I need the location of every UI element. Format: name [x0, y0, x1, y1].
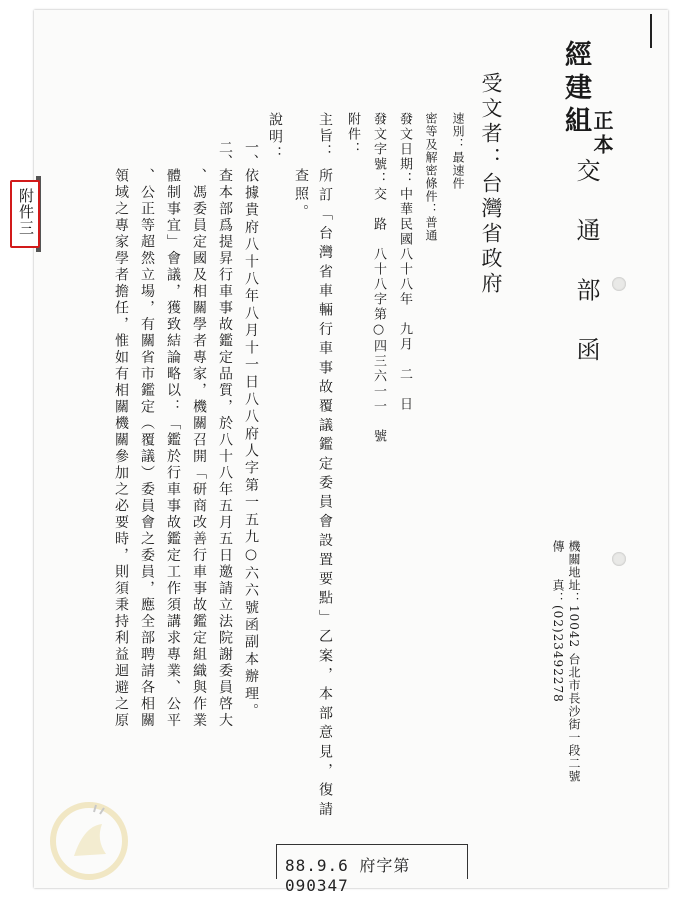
security-line: 密等及解密條件：普通 [424, 112, 438, 242]
unit-stamp: 經建組 [560, 40, 591, 139]
attachment-tag [10, 180, 40, 248]
date-line: 發文日期：中華民國八十八年 九月 二 日 [397, 112, 412, 412]
item2-line-2: 、馮委員定國及相關學者專家，機關召開「研商改善行車事故鑑定組織與作業 [191, 168, 207, 729]
subject-label: 主旨： [317, 112, 333, 160]
item1-number: 一、 [243, 140, 259, 168]
speed-line: 速別：最速件 [451, 112, 465, 190]
addressee: 受文者：台灣省政府 [479, 72, 503, 297]
attachment-line: 附件： [345, 112, 360, 157]
receipt-stamp [276, 844, 468, 895]
agency-fax: 傳 真：(02)23492278 [551, 540, 565, 703]
punch-hole-top [612, 277, 626, 291]
item2-line-5: 領域之專家學者擔任，惟如有相關機關參加之必要時，則須秉持利益迴避之原 [113, 168, 129, 729]
item1-text: 依據貴府八十八年八月十一日八八府人字第一五九○六六號函副本辦理。 [243, 168, 259, 721]
subject-line-2: 查照。 [293, 168, 309, 222]
item2-line-1: 查本部爲提昇行車事故鑑定品質，於八十八年五月五日邀請立法院謝委員啓大 [217, 168, 233, 729]
agency-address: 機關地址：10042 台北市長沙街一段二號 [567, 540, 581, 783]
attachment-tag-label: 附件三 [17, 188, 35, 236]
item2-line-4: 、公正等超然立場，有關省市鑑定（覆議）委員會之委員，應全部聘請各相關 [139, 168, 155, 729]
item2-number: 二、 [217, 140, 233, 168]
item2-line-3: 體制事宜」會議，獲致結論略以：「鑑於行車事故鑑定工作須講求專業、公平 [165, 168, 181, 729]
number-line: 發文字號：交 路 八十八字第○四三六一一 號 [371, 112, 386, 444]
agency-title: 交 通 部 函 [572, 158, 600, 375]
punch-hole-bottom [612, 552, 626, 566]
explanation-label: 說明： [267, 112, 283, 163]
page-edge-mark [650, 14, 652, 48]
receipt-stamp-text: 88.9.6 府字第090347 [285, 856, 411, 895]
subject-line-1: 所訂「台灣省車輛行車事故覆議鑑定委員會設置要點」乙案，本部意見，復請 [317, 168, 333, 821]
archive-watermark-logo [44, 796, 134, 886]
copy-type: 正本 [590, 110, 614, 158]
